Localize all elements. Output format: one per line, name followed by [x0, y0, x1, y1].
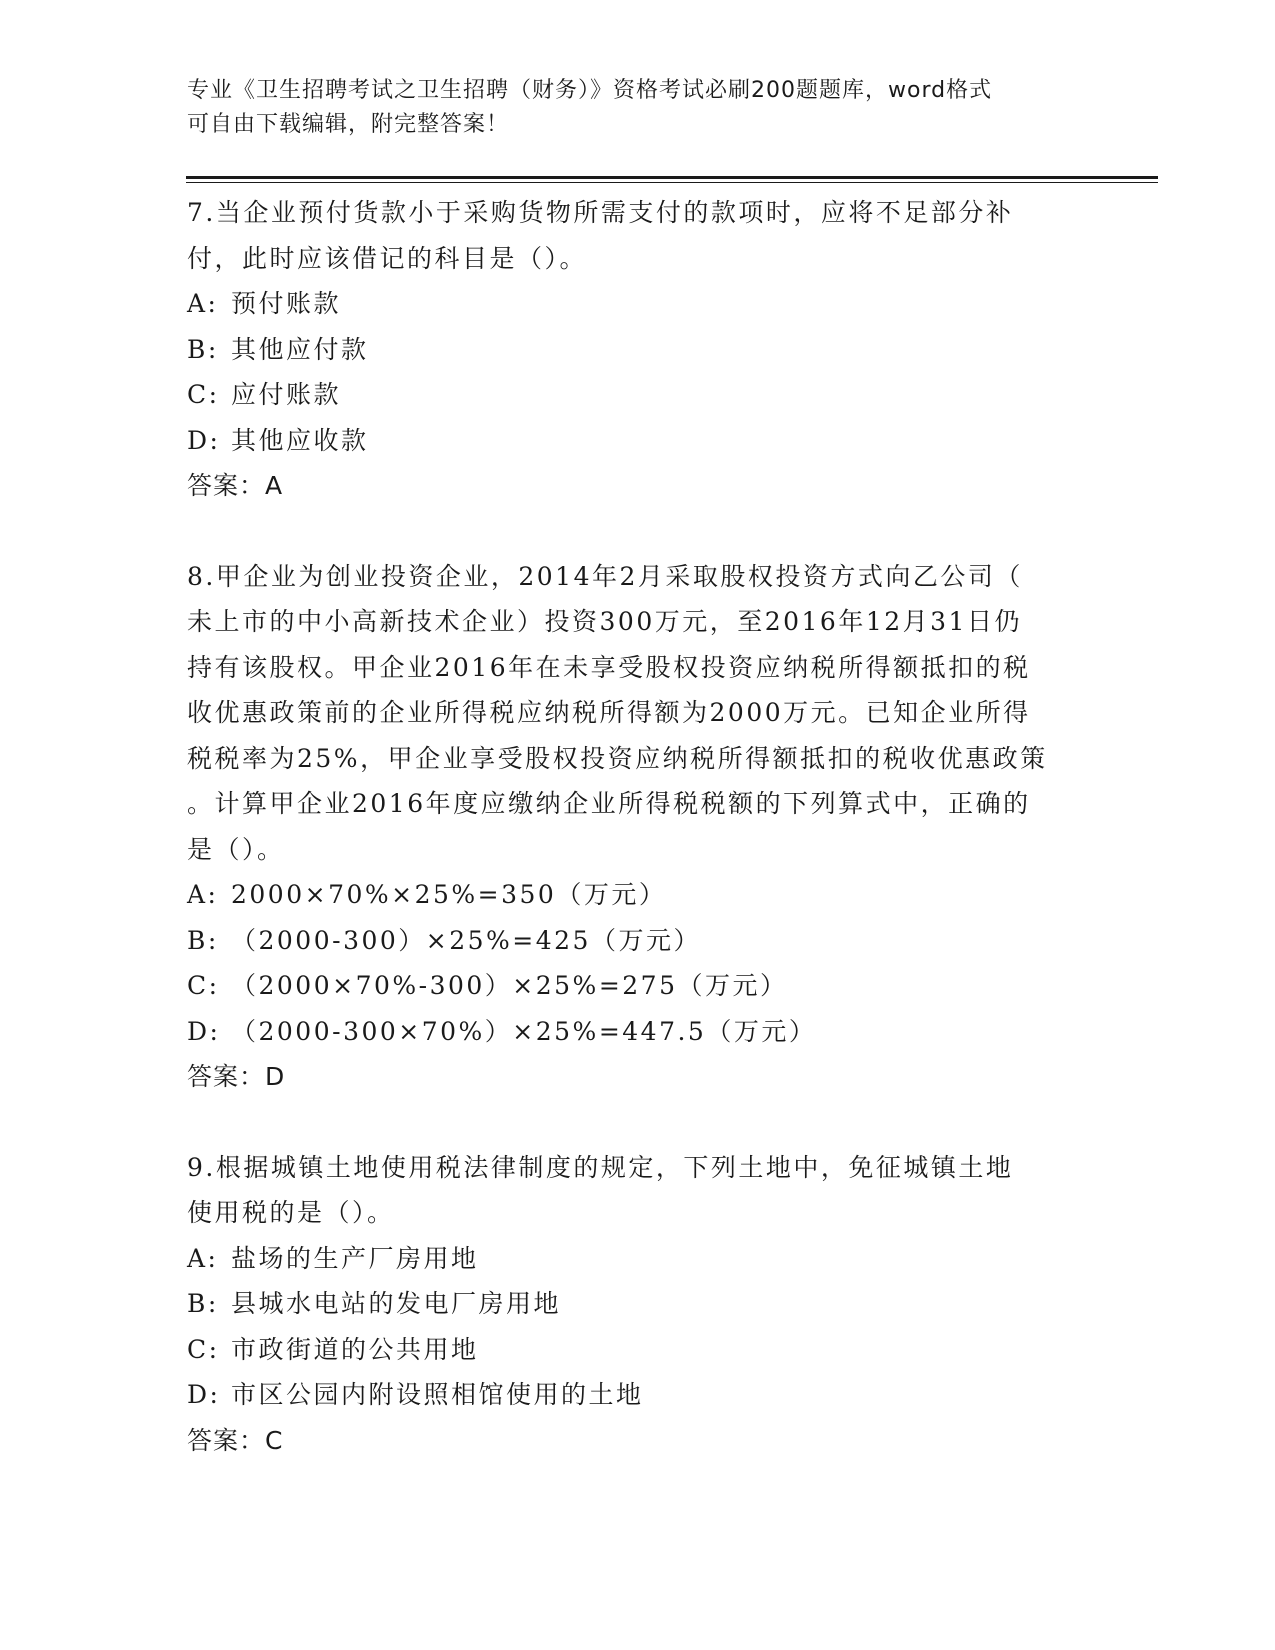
- question-9-stem-line: 9.根据城镇土地使用税法律制度的规定，下列土地中，免征城镇土地: [187, 1152, 1014, 1182]
- option-text: 应付账款: [231, 380, 342, 409]
- option-letter: A:: [187, 289, 219, 318]
- option-letter: B:: [187, 925, 219, 955]
- question-8-option-d: [187, 1009, 1087, 1055]
- question-7-option-d: [187, 418, 1087, 464]
- option-text: 其他应付款: [231, 334, 369, 364]
- header-line-2: 可自由下载编辑，附完整答案！: [187, 112, 510, 137]
- option-text: 预付账款: [231, 289, 342, 318]
- question-9-option-c: [187, 1327, 1087, 1373]
- question-7: [187, 190, 1087, 509]
- option-letter: B:: [187, 1289, 219, 1318]
- option-letter: D:: [187, 425, 221, 455]
- question-7-answer: 答案：A: [187, 471, 284, 500]
- question-7-option-b: [187, 327, 1087, 373]
- question-9-option-b: [187, 1281, 1087, 1327]
- header-divider-thin: [186, 182, 1158, 183]
- question-spacer: [187, 509, 1087, 554]
- question-8-stem-line: 税税率为25%，甲企业享受股权投资应纳税所得额抵扣的税收优惠政策: [187, 743, 1048, 773]
- question-7-stem-line: 付，此时应该借记的科目是（）。: [187, 243, 588, 273]
- option-letter: D:: [187, 1380, 221, 1409]
- question-7-option-c: [187, 372, 1087, 418]
- option-letter: C:: [187, 380, 220, 409]
- question-list: [187, 190, 1087, 1463]
- question-8-stem-line: 持有该股权。甲企业2016年在未享受股权投资应纳税所得额抵扣的税: [187, 652, 1031, 682]
- option-text: 2000×70%×25%=350（万元）: [231, 880, 667, 909]
- question-spacer: [187, 1100, 1087, 1145]
- question-9-option-a: [187, 1236, 1087, 1282]
- question-8-option-c: [187, 963, 1087, 1009]
- question-8-option-a: [187, 872, 1087, 918]
- option-letter: C:: [187, 971, 220, 1000]
- header-line-1: 专业《卫生招聘考试之卫生招聘（财务）》资格考试必刷200题题库，word格式: [187, 78, 993, 103]
- question-8-stem-line: 8.甲企业为创业投资企业，2014年2月采取股权投资方式向乙公司（: [187, 561, 1023, 591]
- question-9-stem-line: 使用税的是（）。: [187, 1198, 395, 1227]
- option-letter: A:: [187, 880, 219, 909]
- question-9: [187, 1145, 1087, 1464]
- question-7-option-a: [187, 281, 1087, 327]
- document-header: [187, 74, 1087, 142]
- option-text: 盐场的生产厂房用地: [231, 1243, 479, 1273]
- header-divider-thick: [186, 176, 1158, 179]
- question-9-option-d: [187, 1372, 1087, 1418]
- question-8-stem-line: 收优惠政策前的企业所得税应纳税所得额为2000万元。已知企业所得: [187, 698, 1031, 727]
- question-8: [187, 554, 1087, 1100]
- option-letter: C:: [187, 1334, 220, 1364]
- option-text: 市区公园内附设照相馆使用的土地: [231, 1380, 644, 1409]
- question-8-stem-line: 是（）。: [187, 834, 285, 864]
- option-letter: A:: [187, 1243, 219, 1273]
- question-8-stem-line: 。计算甲企业2016年度应缴纳企业所得税税额的下列算式中，正确的: [187, 789, 1031, 818]
- option-text: （2000-300）×25%=425（万元）: [231, 925, 701, 955]
- question-8-stem-line: 未上市的中小高新技术企业）投资300万元，至2016年12月31日仍: [187, 607, 1022, 636]
- option-text: 县城水电站的发电厂房用地: [231, 1289, 562, 1318]
- option-letter: B:: [187, 334, 219, 364]
- option-text: （2000-300×70%）×25%=447.5（万元）: [231, 1016, 817, 1046]
- question-8-answer: 答案：D: [187, 1062, 286, 1091]
- option-letter: D:: [187, 1016, 221, 1046]
- option-text: 其他应收款: [231, 425, 369, 455]
- question-8-option-b: [187, 918, 1087, 964]
- question-7-stem-line: 7.当企业预付货款小于采购货物所需支付的款项时，应将不足部分补: [187, 198, 1014, 227]
- option-text: （2000×70%-300）×25%=275（万元）: [231, 971, 788, 1000]
- option-text: 市政街道的公共用地: [231, 1334, 479, 1364]
- question-9-answer: 答案：C: [187, 1425, 284, 1455]
